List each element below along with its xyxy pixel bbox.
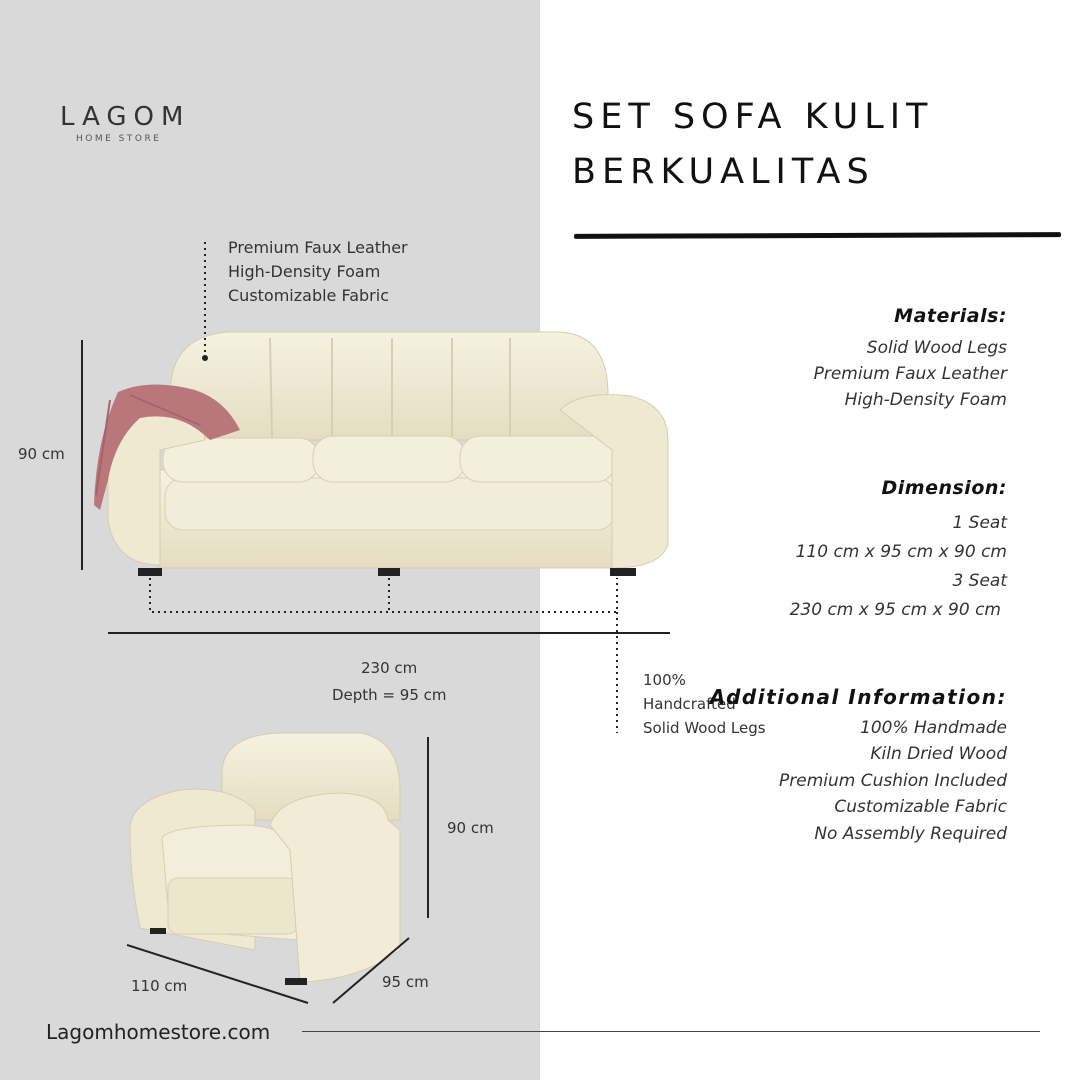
sofa-width-label: 230 cm [361, 659, 418, 677]
chair-depth-label: 95 cm [382, 973, 429, 991]
dimension-heading: Dimension: [881, 477, 1007, 499]
page-title [572, 90, 933, 200]
materials-item: High-Density Foam [844, 390, 1007, 410]
additional-info-item: No Assembly Required [814, 823, 1007, 844]
dimension-item: 230 cm x 95 cm x 90 cm [789, 600, 1001, 620]
additional-info-heading: Additional Information: [709, 685, 1007, 709]
legs-note-line: 100% [643, 671, 686, 689]
dimension-section [790, 474, 1007, 625]
materials-heading: Materials: [894, 305, 1007, 327]
footer-divider [302, 1031, 1040, 1032]
dimension-item: 3 Seat [952, 571, 1007, 591]
sofa-features-callout [228, 236, 408, 308]
sofa-height-label: 90 cm [18, 445, 65, 463]
armchair-image [130, 733, 400, 985]
website-url: Lagomhomestore.com [46, 1020, 271, 1044]
feature-item: High-Density Foam [228, 262, 381, 281]
additional-info-item: Premium Cushion Included [779, 770, 1007, 791]
legs-note-line: Solid Wood Legs [643, 719, 766, 737]
materials-item: Premium Faux Leather [813, 364, 1007, 384]
materials-item: Solid Wood Legs [866, 338, 1007, 358]
brand-logo-name: LAGOM [60, 102, 191, 132]
dimension-item: 110 cm x 95 cm x 90 cm [795, 542, 1007, 562]
materials-section [814, 303, 1007, 413]
additional-info-item: 100% Handmade [860, 717, 1007, 738]
additional-info-item: Kiln Dried Wood [870, 744, 1007, 764]
sofa-depth-label: Depth = 95 cm [332, 686, 447, 704]
legs-note-line: Handcrafted [643, 695, 736, 713]
sofa-image [94, 332, 668, 576]
chair-height-label: 90 cm [447, 819, 494, 837]
feature-item: Premium Faux Leather [228, 238, 408, 257]
brand-logo-subtitle: HOME STORE [76, 134, 162, 144]
title-line-1: SET SOFA KULIT [572, 97, 934, 137]
chair-width-label: 110 cm [131, 977, 188, 995]
dimension-item: 1 Seat [952, 513, 1007, 533]
feature-item: Customizable Fabric [228, 286, 389, 305]
additional-info-item: Customizable Fabric [834, 797, 1007, 817]
additional-info-section [710, 684, 1007, 847]
title-line-2: BERKUALITAS [572, 152, 875, 192]
